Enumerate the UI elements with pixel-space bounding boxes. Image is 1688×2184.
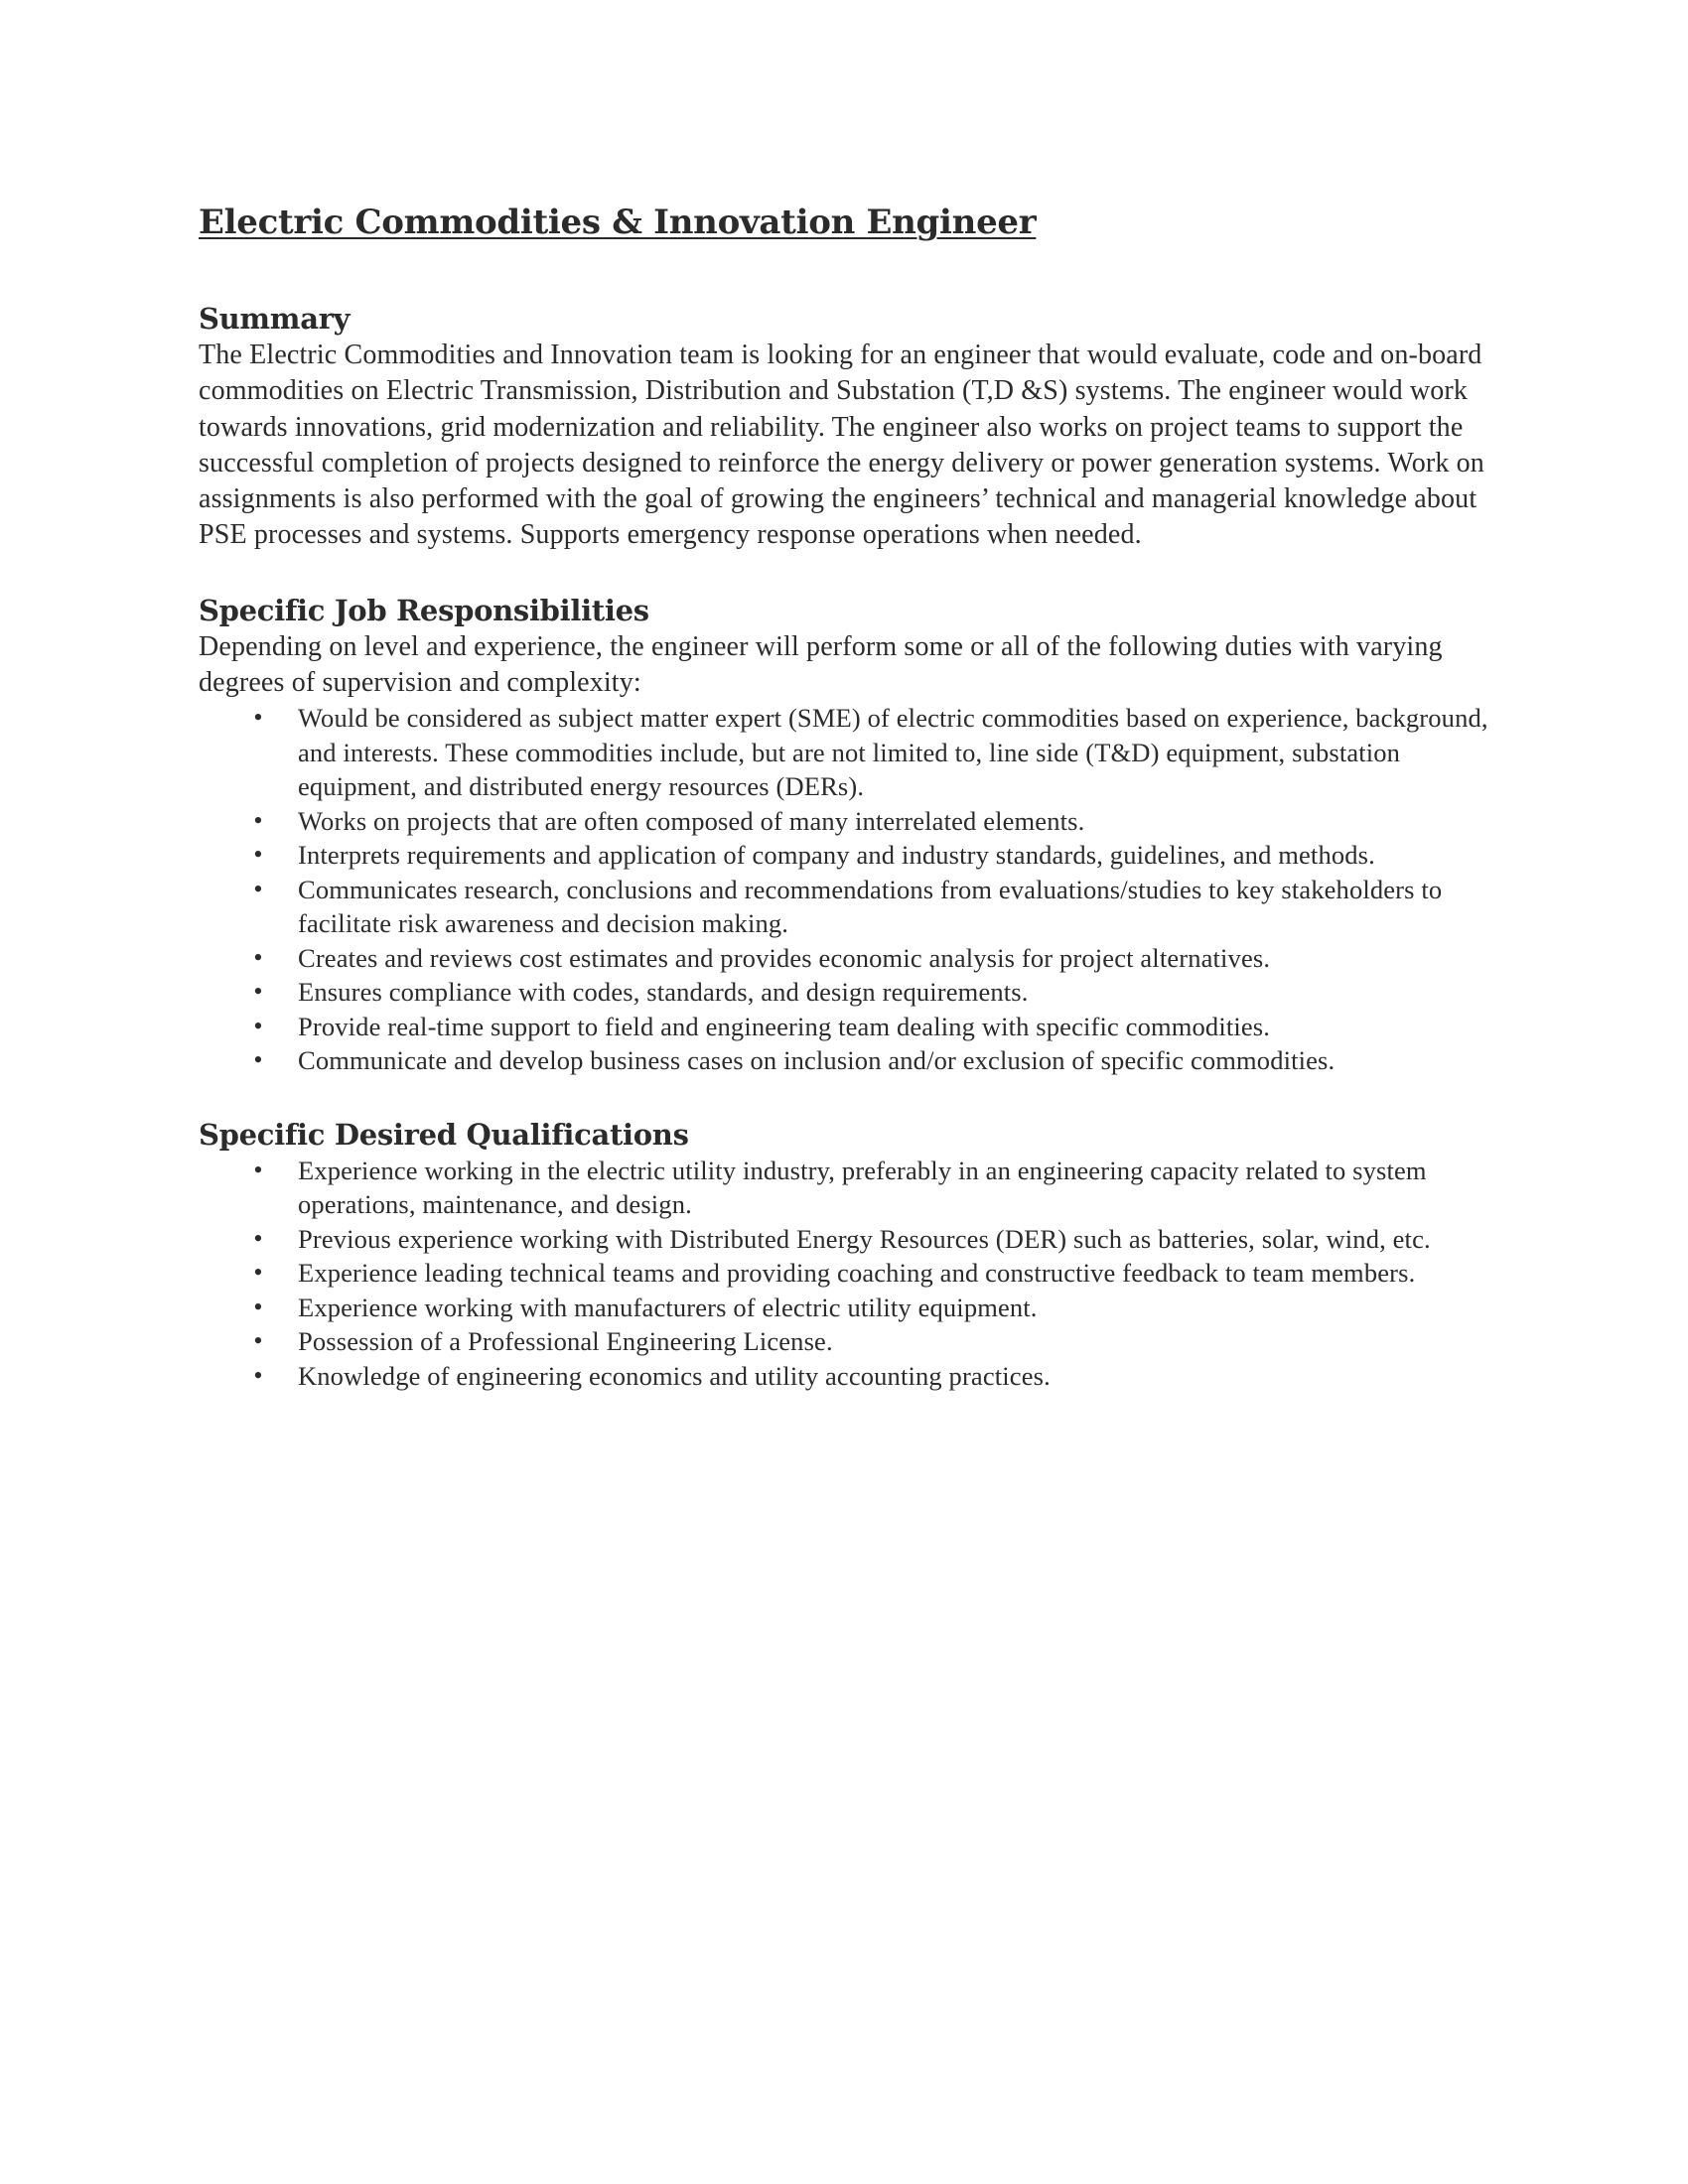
list-item-text: Communicates research, conclusions and recommendations from evaluations/studies to key stakeholders to facilitate risk awareness and decision making. xyxy=(298,874,1443,939)
document-title: Electric Commodities & Innovation Engineer xyxy=(199,203,1037,242)
list-item-text: Possession of a Professional Engineering License. xyxy=(298,1326,833,1357)
bullet-icon: • xyxy=(253,1292,263,1321)
list-item-text: Experience working with manufacturers of electric utility equipment. xyxy=(298,1292,1038,1322)
bullet-icon: • xyxy=(253,1258,263,1288)
list-item-text: Interprets requirements and application of company and industry standards, guidelines, and methods. xyxy=(298,840,1375,871)
bullet-icon: • xyxy=(253,1326,263,1356)
bullet-icon: • xyxy=(253,805,263,835)
bullet-icon: • xyxy=(253,703,263,733)
list-item xyxy=(199,975,1489,1010)
list-item-text: Knowledge of engineering economics and utility accounting practices. xyxy=(298,1360,1051,1391)
list-item xyxy=(199,1256,1489,1291)
responsibilities-list xyxy=(199,701,1489,1078)
list-item-text: Provide real-time support to field and engineering team dealing with specific commodities. xyxy=(298,1011,1271,1041)
list-item-text: Works on projects that are often composed of many interrelated elements. xyxy=(298,805,1085,836)
list-item-text: Ensures compliance with codes, standards, and design requirements. xyxy=(298,977,1029,1008)
qualifications-section xyxy=(199,1116,1489,1394)
bullet-icon: • xyxy=(253,1155,263,1184)
bullet-icon: • xyxy=(253,874,263,903)
list-item xyxy=(199,1010,1489,1044)
list-item xyxy=(199,1154,1489,1222)
list-item-text: Communicate and develop business cases on inclusion and/or exclusion of specific commodities. xyxy=(298,1045,1336,1076)
summary-heading: Summary xyxy=(199,302,351,336)
qualifications-heading: Specific Desired Qualifications xyxy=(199,1117,689,1152)
bullet-icon: • xyxy=(253,942,263,972)
bullet-icon: • xyxy=(253,977,263,1007)
bullet-icon: • xyxy=(253,1011,263,1040)
list-item xyxy=(199,1324,1489,1359)
list-item xyxy=(199,838,1489,873)
list-item-text: Experience working in the electric utility industry, preferably in an engineering capacity related to system operations, maintenance, and design. xyxy=(298,1155,1427,1220)
list-item xyxy=(199,1291,1489,1325)
bullet-icon: • xyxy=(253,1045,263,1075)
list-item xyxy=(199,873,1489,941)
list-item-text: Previous experience working with Distributed Energy Resources (DER) such as batteries, solar, wind, etc. xyxy=(298,1223,1431,1254)
list-item xyxy=(199,804,1489,839)
summary-section xyxy=(199,300,1489,554)
summary-paragraph: The Electric Commodities and Innovation team is looking for an engineer that would evaluate, code and on-board commodities on Electric Transmission, Distribution and Substation (T,D &S) systems. The engineer would work towards innovations, grid modernization and reliability. The engineer also works on project teams to support the successful completion of projects designed to reinforce the energy delivery or power generation systems. Work on assignments is also performed with the goal of growing the engineers’ technical and managerial knowledge about PSE processes and systems. Supports emergency response operations when needed. xyxy=(199,340,1484,551)
list-item xyxy=(199,1043,1489,1078)
document-content xyxy=(199,197,1489,1393)
list-item xyxy=(199,941,1489,976)
bullet-icon: • xyxy=(253,840,263,870)
responsibilities-intro: Depending on level and experience, the engineer will perform some or all of the following duties with varying degrees of supervision and complexity: xyxy=(199,630,1443,699)
responsibilities-heading: Specific Job Responsibilities xyxy=(199,593,649,627)
bullet-icon: • xyxy=(253,1360,263,1390)
bullet-icon: • xyxy=(253,1223,263,1253)
responsibilities-section xyxy=(199,592,1489,1078)
list-item xyxy=(199,701,1489,804)
list-item-text: Experience leading technical teams and providing coaching and constructive feedback to team members. xyxy=(298,1258,1416,1289)
list-item xyxy=(199,1359,1489,1394)
qualifications-list xyxy=(199,1154,1489,1394)
list-item-text: Would be considered as subject matter expert (SME) of electric commodities based on experience, background, and interests. These commodities include, but are not limited to, line side (T&D) equipment, substation equipment, and distributed energy resources (DERs). xyxy=(298,703,1488,802)
list-item xyxy=(199,1222,1489,1257)
list-item-text: Creates and reviews cost estimates and provides economic analysis for project alternatives. xyxy=(298,942,1271,973)
